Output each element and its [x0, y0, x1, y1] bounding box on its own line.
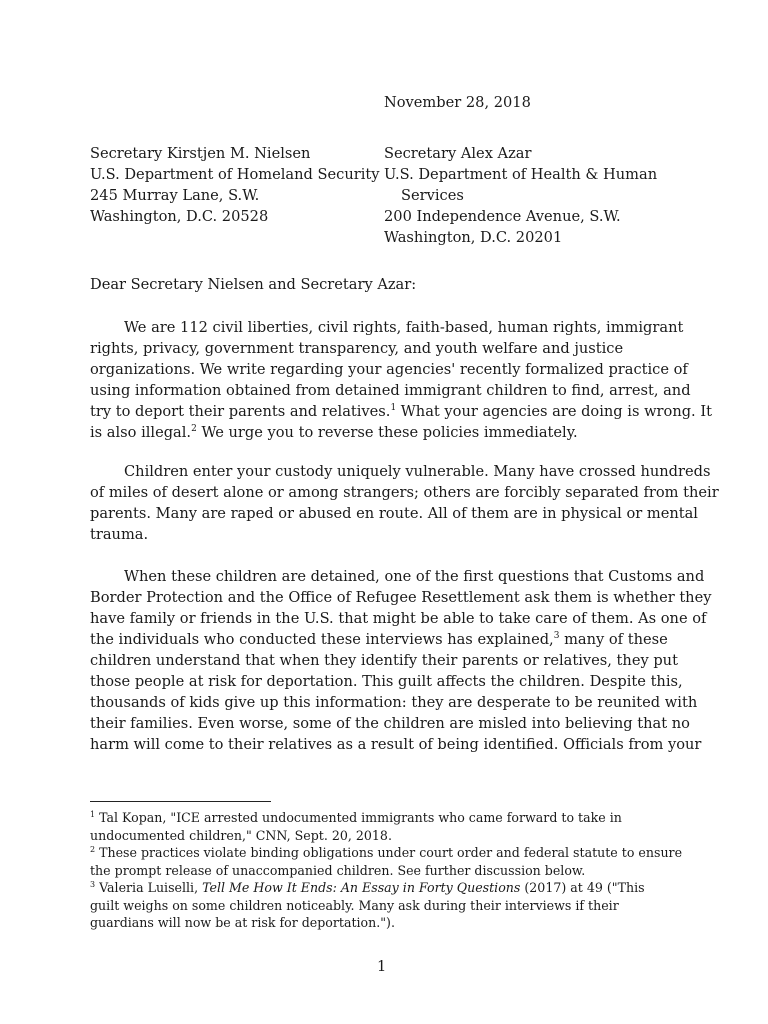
- paragraph-line: trauma.: [90, 526, 149, 543]
- footnotes: [90, 809, 690, 932]
- footnote-number: 2: [90, 844, 96, 854]
- footnote-3-cont: guilt weighs on some children noticeably. Many ask during their interviews if their: [90, 897, 619, 913]
- footnote-3: [90, 879, 690, 897]
- paragraph-line: have family or friends in the U.S. that might be able to take care of them. As one of: [90, 610, 707, 627]
- paragraph-line: Children enter your custody uniquely vulnerable. Many have crossed hundreds: [124, 463, 711, 480]
- paragraph-line: rights, privacy, government transparency, and youth welfare and justice: [90, 340, 624, 357]
- body-paragraph-3: [90, 566, 712, 755]
- salutation: Dear Secretary Nielsen and Secretary Azar:: [90, 276, 417, 293]
- paragraph-line: [90, 629, 680, 650]
- recipient-department: U.S. Department of Health & Human: [384, 166, 658, 183]
- footnote-ref-1[interactable]: 1: [390, 403, 397, 414]
- recipient-city: Washington, D.C. 20528: [90, 208, 269, 225]
- paragraph-line: We are 112 civil liberties, civil rights, faith-based, human rights, immigrant: [124, 319, 684, 336]
- footnote-2: [90, 844, 690, 862]
- paragraph-line: children understand that when they identify their parents or relatives, they put: [90, 652, 678, 669]
- paragraph-line: organizations. We write regarding your agencies' recently formalized practice of: [90, 361, 688, 378]
- paragraph-line: Border Protection and the Office of Refugee Resettlement ask them is whether they: [90, 589, 712, 606]
- paragraph-line: thousands of kids give up this information: they are desperate to be reunited with: [90, 694, 698, 711]
- paragraph-line: of miles of desert alone or among strangers; others are forcibly separated from their: [90, 484, 719, 501]
- paragraph-line: [90, 401, 712, 422]
- text-run: What your agencies are doing is wrong. It: [396, 403, 712, 420]
- letter-date: November 28, 2018: [384, 94, 531, 111]
- recipient-department: U.S. Department of Homeland Security: [90, 166, 380, 183]
- footnote-1: [90, 809, 690, 827]
- footnote-3-cont: guardians will now be at risk for deportation.").: [90, 915, 395, 930]
- text-run: try to deport their parents and relatives.: [90, 403, 391, 420]
- footnote-1-cont: undocumented children," CNN, Sept. 20, 2018.: [90, 827, 392, 843]
- recipient-street: 200 Independence Avenue, S.W.: [384, 208, 621, 225]
- footnote-2-cont: the prompt release of unaccompanied children. See further discussion below.: [90, 862, 586, 878]
- footnote-text: These practices violate binding obligations under court order and federal statute to ensure: [95, 845, 683, 860]
- footnote-text: Valeria Luiselli,: [95, 880, 203, 895]
- paragraph-line: their families. Even worse, some of the children are misled into believing that no: [90, 715, 690, 732]
- recipient-name: Secretary Kirstjen M. Nielsen: [90, 145, 311, 162]
- body-paragraph-2: [90, 461, 719, 545]
- recipient-city: Washington, D.C. 20201: [384, 229, 563, 246]
- recipient-street: 245 Murray Lane, S.W.: [90, 187, 260, 204]
- text-run: the individuals who conducted these interviews has explained,: [90, 631, 554, 648]
- footnote-ref-3[interactable]: 3: [553, 631, 560, 642]
- recipient-address-azar: [384, 143, 657, 248]
- footnote-text: (2017) at 49 ("This: [520, 880, 645, 895]
- recipient-name: Secretary Alex Azar: [384, 145, 532, 162]
- footnote-text: Tal Kopan, "ICE arrested undocumented immigrants who came forward to take in: [95, 810, 622, 825]
- page-number: 1: [377, 958, 387, 975]
- text-run: We urge you to reverse these policies immediately.: [196, 424, 578, 441]
- paragraph-line: those people at risk for deportation. This guilt affects the children. Despite this,: [90, 673, 683, 690]
- paragraph-line: [90, 422, 680, 443]
- footnote-number: 1: [90, 809, 96, 819]
- paragraph-line: harm will come to their relatives as a result of being identified. Officials from your: [90, 736, 702, 753]
- text-run: is also illegal.: [90, 424, 192, 441]
- recipient-address-nielsen: [90, 143, 379, 227]
- footnote-number: 3: [90, 879, 96, 889]
- book-title: Tell Me How It Ends: An Essay in Forty Questions: [202, 880, 521, 895]
- recipient-department-cont: Services: [401, 187, 464, 204]
- paragraph-line: using information obtained from detained immigrant children to find, arrest, and: [90, 382, 691, 399]
- footnote-ref-2[interactable]: 2: [191, 424, 197, 435]
- paragraph-line: parents. Many are raped or abused en route. All of them are in physical or mental: [90, 505, 698, 522]
- body-paragraph-1: [90, 317, 712, 443]
- text-run: many of these: [559, 631, 668, 648]
- footnote-separator: [90, 801, 271, 802]
- paragraph-line: When these children are detained, one of the first questions that Customs and: [124, 568, 705, 585]
